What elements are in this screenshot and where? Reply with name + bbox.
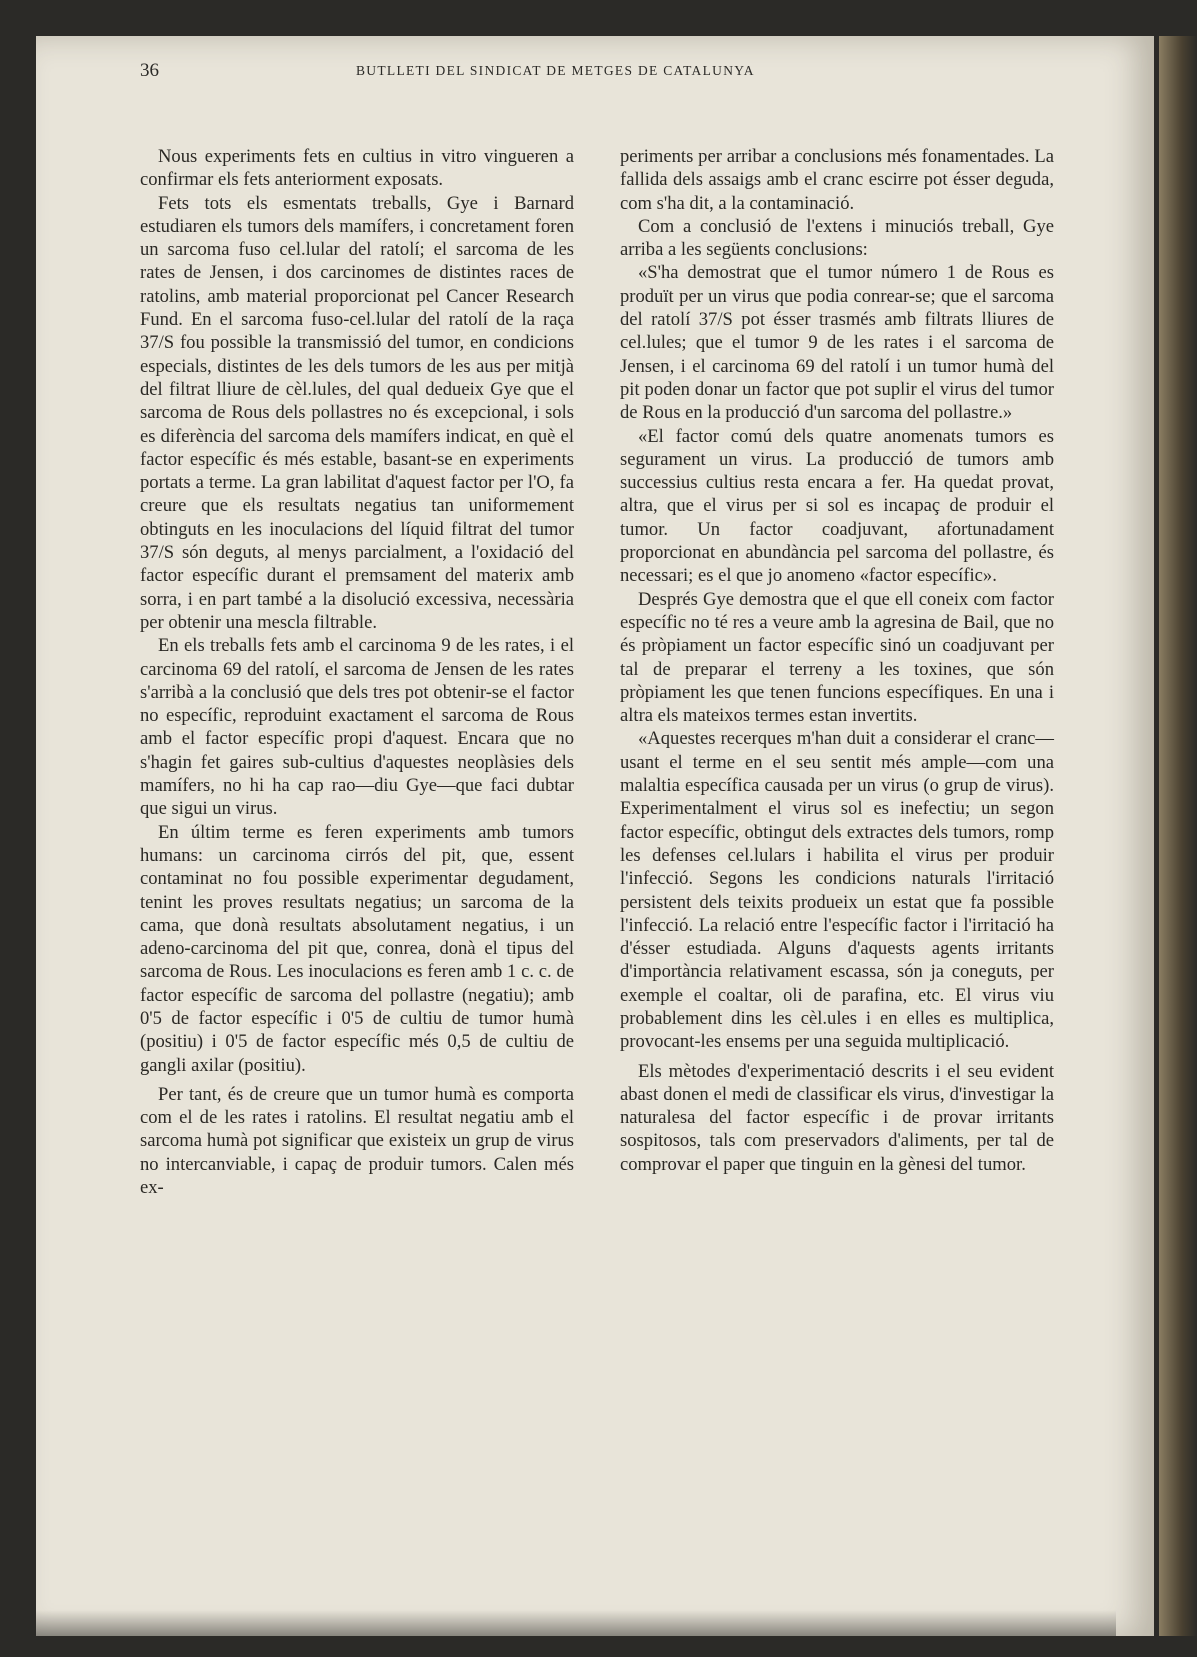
paragraph: Després Gye demostra que el que ell coneix com factor específic no té res a veure amb la agresina de Bail, que no és pròpiament un factor específic sinó un coadjuvant per tal de preparar el terreny a les toxines, que són pròpiament les que tenen funcions específiques. En una i altra els mateixos termes estan invertits. [620, 588, 1054, 727]
paragraph: «S'ha demostrat que el tumor número 1 de Rous es produït per un virus que podia conrear-se; que el sarcoma del ratolí 37/S pot ésser trasmés amb filtrats lliures de cel.lules; que el tumor 9 de les rates i el sarcoma de Jensen, i el carcinoma 69 del ratolí i un tumor humà del pit poden donar un factor que pot suplir el virus del tumor de Rous en la producció d'un sarcoma del pollastre.» [620, 262, 1054, 424]
paragraph: En els treballs fets amb el carcinoma 9 de les rates, i el carcinoma 69 del ratolí, el sarcoma de Jensen de les rates s'arribà a la conclusió que dels tres pot obtenir-se el factor no específic, reproduint exactament el sarcoma de Rous amb el factor específic propi d'aquest. Encara que no s'hagin fet gaires sub-cultius d'aquestes neoplàsies dels mamífers, no hi ha cap rao—diu Gye—que faci dubtar que sigui un virus. [140, 635, 574, 820]
paragraph: En últim terme es feren experiments amb tumors humans: un carcinoma cirrós del pit, que, essent contaminat no fou possible experimentar degudament, tenint les proves resultats negatius; un sarcoma de la cama, que donà resultats absolutament negatius, i un adeno-carcinoma del pit que, conrea, donà el tipus del sarcoma de Rous. Les inoculacions es feren amb 1 c. c. de factor específic de sarcoma del pollastre (negatiu); amb 0'5 de factor específic i 0'5 de cultiu de tumor humà (positiu) i 0'5 de factor específic més 0,5 de cultiu de gangli axilar (positiu). [140, 821, 574, 1076]
paragraph: «El factor comú dels quatre anomenats tumors es segurament un virus. La producció de tumors amb successius cultius resta encara a fer. Ha quedat provat, altra, que el virus per si sol es incapaç de produir el tumor. Un factor coadjuvant, afortunadament proporcionat en abundància pel sarcoma del pollastre, és necessari; es el que jo anomeno «factor específic». [620, 425, 1054, 587]
running-head: BUTLLETI DEL SINDICAT DE METGES DE CATALUNYA [356, 63, 755, 78]
page-number: 36 [140, 60, 159, 81]
page-header [140, 60, 1100, 90]
paragraph: Per tant, és de creure que un tumor humà es comporta com el de les rates i ratolins. El resultat negatiu amb el sarcoma humà pot significar que existeix un grup de virus no intercanviable, i capaç de produir tumors. Calen més ex- [140, 1083, 574, 1199]
paragraph: Fets tots els esmentats treballs, Gye i Barnard estudiaren els tumors dels mamífers, i concretament foren un sarcoma fuso cel.lular del ratolí; el sarcoma de les rates de Jensen, i dos carcinomes de distintes races de ratolins, amb material proporcionat pel Cancer Research Fund. En el sarcoma fuso-cel.lular del ratolí de la raça 37/S fou possible la transmissió del tumor, en condicions especials, distintes de les dels tumors de les aus per mitjà del filtrat lliure de cèl.lules, del qual dedueix Gye que el sarcoma de Rous dels pollastres no és excepcional, i sols es diferència del sarcoma dels mamífers indicat, en què el factor específic és més estable, basant-se en experiments portats a terme. La gran labilitat d'aquest factor per l'O, fa creure que els resultats negatius tan uniformement obtinguts en les inoculacions del líquid filtrat del tumor 37/S són deguts, al menys parcialment, a l'oxidació del factor específic durant el premsament del materix amb sorra, i en part també a la disolució excessiva, necessària per obtenir una mescla filtrable. [140, 192, 574, 633]
left-column [140, 145, 574, 1199]
right-column [620, 145, 1054, 1176]
book-spine [1159, 36, 1197, 1636]
paragraph: Com a conclusió de l'extens i minuciós treball, Gye arriba a les següents conclusions: [620, 215, 1054, 261]
page-edge-shadow [36, 1610, 1116, 1636]
paragraph: Els mètodes d'experimentació descrits i el seu evident abast donen el medi de classificar els virus, d'investigar la naturalesa del factor específic i de provar irritants sospitosos, tals com preservadors d'aliments, per tal de comprovar el paper que tinguin en la gènesi del tumor. [620, 1060, 1054, 1175]
paragraph: Nous experiments fets en cultius in vitro vingueren a confirmar els fets anteriorment exposats. [140, 146, 574, 191]
paragraph: «Aquestes recerques m'han duit a considerar el cranc—usant el terme en el seu sentit més ample—com una malaltia específica causada per un virus (o grup de virus). Experimentalment el virus sol es inefectiu; un segon factor específic, obtingut dels extractes dels tumors, romp les defenses cel.lulars i habilita el virus per produir l'infecció. Segons les condicions naturals l'irritació persistent dels teixits produeix un estat que fa possible l'infecció. La relació entre l'específic factor i l'irritació ha d'ésser estudiada. Alguns d'aquests agents irritants d'importància relativament escassa, són ja coneguts, per exemple el coaltar, oli de parafina, etc. El virus viu probablement dins les cèl.ules i en elles es multiplica, provocant-les ensems per una seguida multiplicació. [620, 728, 1054, 1053]
paragraph: periments per arribar a conclusions més fonamentades. La fallida dels assaigs amb el cranc escirre pot ésser deguda, com s'ha dit, a la contaminació. [620, 146, 1054, 214]
